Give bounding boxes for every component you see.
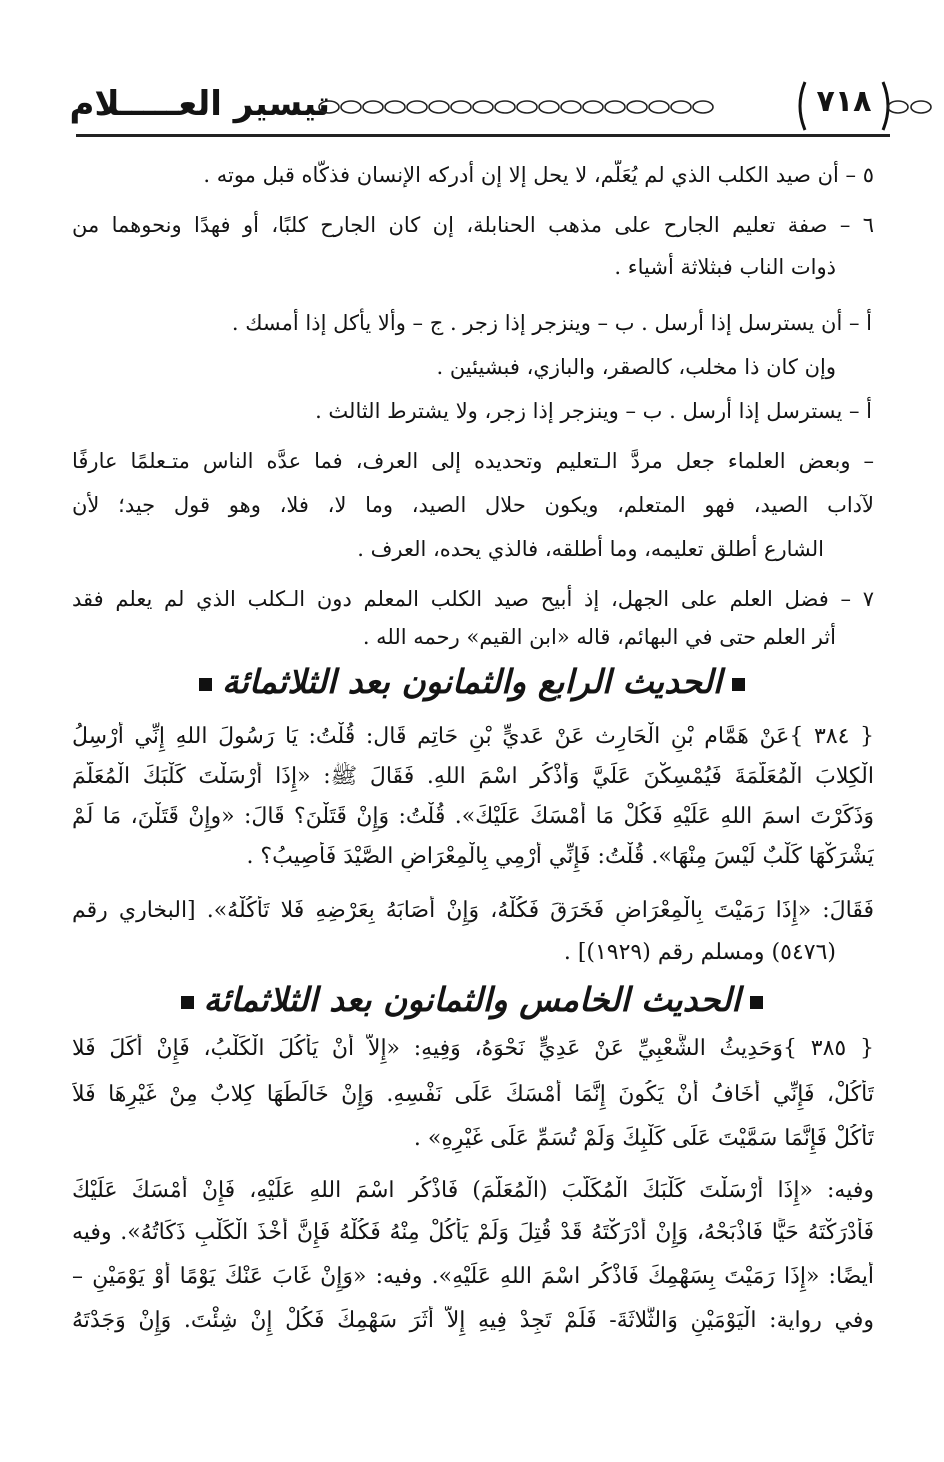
text-line: الشارع أطلق تعليمه، وما أطلقه، فالذي يحده، العرف .	[357, 537, 824, 561]
text-line: أ – أن يسترسل إذا أرسل . ب – وينزجر إذا زجر . ج – وألا يأكل إذا أمسك .	[231, 311, 872, 335]
heading-text: الحديث الخامس والثمانون بعد الثلاثمائة	[203, 980, 741, 1019]
text-line: – وبعض العلماء جعل مردَّ الـتعليم وتحديده إلى العرف، فما عدَّه الناس متـعلمًا عارفًا	[72, 449, 874, 473]
book-title: تيسير العـــــلام	[69, 84, 330, 124]
section-heading	[72, 660, 872, 704]
hadith-line: فَقَالَ: «إِذَا رَمَيْتَ بِالْمِعْرَاضِ فَخَرَقَ فَكُلْهُ، وَإِنْ أَصَابَهُ بِعَرْضِهِ فَلا تَأْكُلْهُ». [البخاري رقم	[72, 898, 874, 923]
text-line: أثر العلم حتى في البهائم، قاله «ابن القيم» رحمه الله .	[362, 625, 836, 649]
hadith-line: وفيه: «إِذَا أَرْسَلْتَ كَلْبَكَ الْمُكَلَّبَ (الْمُعَلَّمَ) فَاذْكُر اسْمَ اللهِ عَلَيْهِ، فَإِنْ أَمْسَكَ عَلَيْكَ	[72, 1178, 874, 1203]
square-bullet-icon	[181, 996, 194, 1009]
hadith-line: وفي رواية: الْيَوْمَيْنِ وَالثَّلاثَةَ- فَلَمْ تَجِدْ فِيهِ إِلاَّ أَثَرَ سَهْمِكَ فَكُلْ إِنْ شِئْتَ. وَإِنْ وَجَدْتَهُ	[72, 1308, 874, 1333]
text-line: ٦ – صفة تعليم الجارح على مذهب الحنابلة، إن كان الجارح كلبًا، أو فهدًا ونحوهما من	[72, 213, 874, 237]
text-line: ذوات الناب فبثلاثة أشياء .	[614, 255, 836, 279]
text-line: أ – يسترسل إذا أرسل . ب – وينزجر إذا زجر، ولا يشترط الثالث .	[315, 399, 872, 423]
hadith-line: أيضًا: «إِذَا رَمَيْتَ بِسَهْمِكَ فَاذْكُر اسْمَ اللهِ عَلَيْهِ». وفيه: «وَإِنْ غَابَ عَنْكَ يَوْمًا أَوْ يَوْمَيْنِ –	[72, 1264, 874, 1289]
hadith-line: يَشْرَكْهَا كَلْبٌ لَيْسَ مِنْهَا». قُلْتُ: فَإِنِّي أَرْمِي بِالْمِعْرَاضِ الصَّيْدَ فَأُصِيبُ؟ .	[246, 844, 874, 869]
text-line: وإن كان ذا مخلب، كالصقر، والبازي، فبشيئين .	[436, 355, 836, 379]
hadith-line: فَأَدْرَكْتَهُ حَيًّا فَاذْبَحْهُ، وَإِنْ أَدْرَكْتَهُ قَدْ قُتِلَ وَلَمْ يَأْكُلْ مِنْهُ فَكُلْهُ فَإِنَّ أَخْذَ الْكَلْبِ ذَكَاتُهُ». وفيه	[72, 1220, 874, 1245]
ornament-chain	[317, 99, 715, 115]
header-rule	[76, 134, 890, 137]
hadith-line: الْكِلابَ الْمُعَلَّمَةَ فَيُمْسِكْنَ عَلَيَّ وَأَذْكُر اسْمَ اللهِ. فَقَالَ ﷺ: «إِذَا أَرْسَلْتَ كَلْبَكَ الْمُعَلَّمَ	[72, 764, 874, 789]
section-heading	[72, 978, 872, 1022]
heading-text: الحديث الرابع والثمانون بعد الثلاثمائة	[222, 662, 722, 701]
square-bullet-icon	[199, 678, 212, 691]
square-bullet-icon	[750, 996, 763, 1009]
hadith-line: تَأْكُلْ، فَإِنِّي أَخَافُ أَنْ يَكُونَ إِنَّمَا أَمْسَكَ عَلَى نَفْسِهِ. وَإِنْ خَالَطَهَا كِلابٌ مِنْ غَيْرِهَا فَلاَ	[72, 1082, 874, 1107]
hadith-line: تَأْكُلْ فَإِنَّمَا سَمَّيْتَ عَلَى كَلْبِكَ وَلَمْ تُسَمِّ عَلَى غَيْرِهِ» .	[413, 1126, 874, 1151]
square-bullet-icon	[732, 678, 745, 691]
page-number: ٧١٨	[816, 84, 872, 119]
hadith-line: { ٣٨٤ }عَنْ هَمَّام بْنِ الْحَارِث عَنْ عَديٍّ بْنِ حَاتِم قَال: قُلْتُ: يَا رَسُولَ اللهِ إِنِّي أُرْسِلُ	[72, 724, 874, 749]
text-line: لآداب الصيد، فهو المتعلم، ويكون حلال الصيد، وما لا، فلا، وهو قول جيد؛ لأن	[72, 493, 874, 517]
text-line: ٧ – فضل العلم على الجهل، إذ أبيح صيد الكلب المعلم دون الـكلب الذي لم يعلم فقد	[72, 587, 874, 611]
hadith-line: وَذَكَرْتَ اسمَ اللهِ عَلَيْهِ فَكُلْ مَا أَمْسَكَ عَلَيْكَ». قُلْتُ: وَإِنْ قَتَلْنَ؟ قَالَ: «وإِنْ قَتَلْنَ، مَا لَمْ	[72, 804, 874, 829]
text-line: ٥ – أن صيد الكلب الذي لم يُعَلَّم، لا يحل إلا إن أدركه الإنسان فذكَّاه قبل موته .	[203, 163, 874, 187]
hadith-line: { ٣٨٥ }وَحَدِيثُ الشَّعْبِيِّ عَنْ عَدِيٍّ نَحْوَهُ، وَفِيهِ: «إِلاَّ أَنْ يَأْكُلَ الْكَلْبُ، فَإِنْ أَكَلَ فَلا	[72, 1036, 874, 1061]
ornament-small	[885, 99, 935, 115]
page-header	[60, 78, 890, 138]
hadith-citation: (٥٤٧٦) ومسلم رقم (١٩٢٩)] .	[563, 940, 836, 965]
